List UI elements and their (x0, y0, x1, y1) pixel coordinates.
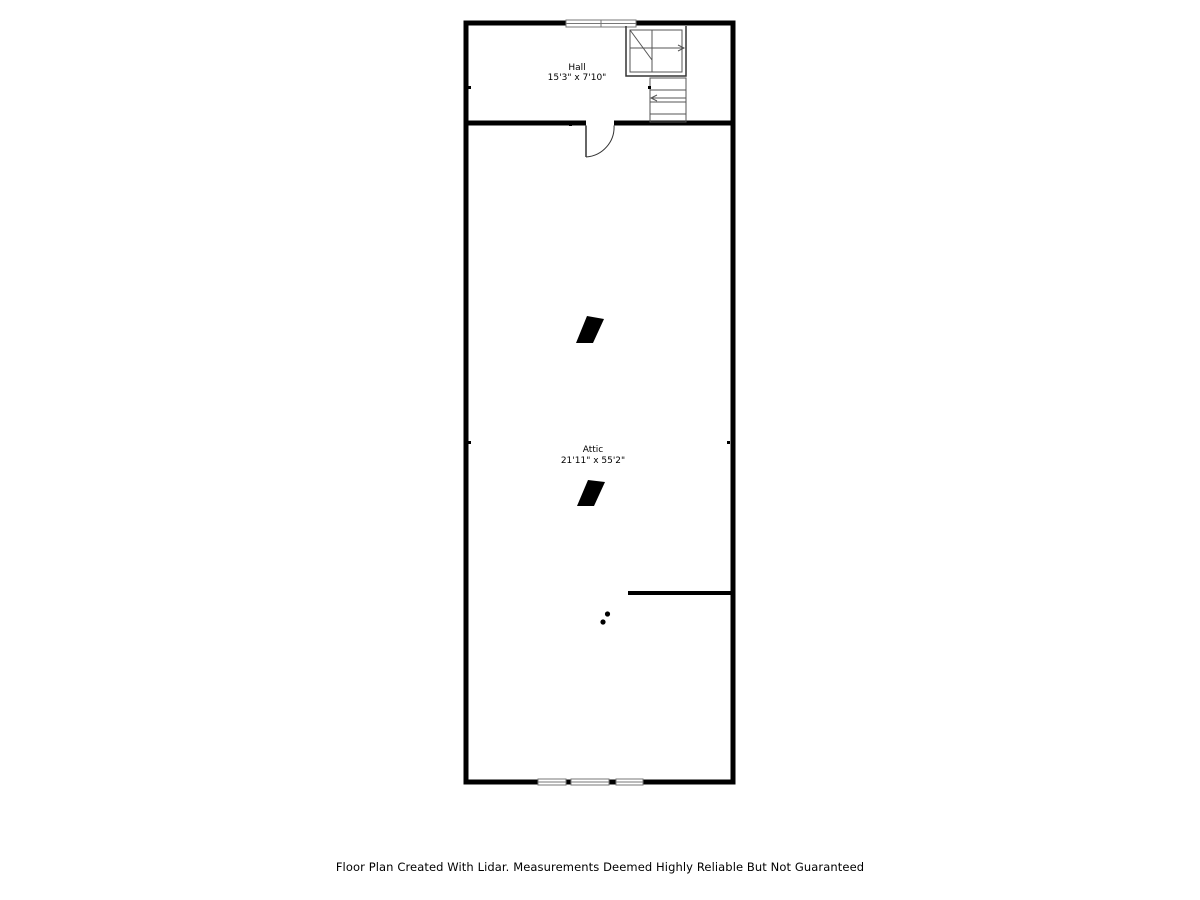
fixture-dot-upper (605, 611, 610, 616)
fixture-dot-lower (600, 619, 605, 624)
skylight-lower (577, 480, 605, 506)
hall-door (586, 123, 614, 157)
hall-room-dimensions: 15'3" x 7'10" (547, 73, 607, 83)
hall-room-name: Hall (568, 63, 586, 73)
wall-ticks (468, 86, 730, 444)
exterior-walls (466, 23, 733, 782)
attic-room-dimensions: 21'11" x 55'2" (560, 456, 626, 466)
top-window (566, 20, 636, 27)
skylight-upper (576, 316, 604, 343)
staircase (626, 26, 686, 122)
bottom-windows (538, 779, 643, 785)
attic-room-name: Attic (582, 445, 604, 455)
floor-plan-disclaimer: Floor Plan Created With Lidar. Measurements Deemed Highly Reliable But Not Guaranteed (335, 860, 865, 874)
